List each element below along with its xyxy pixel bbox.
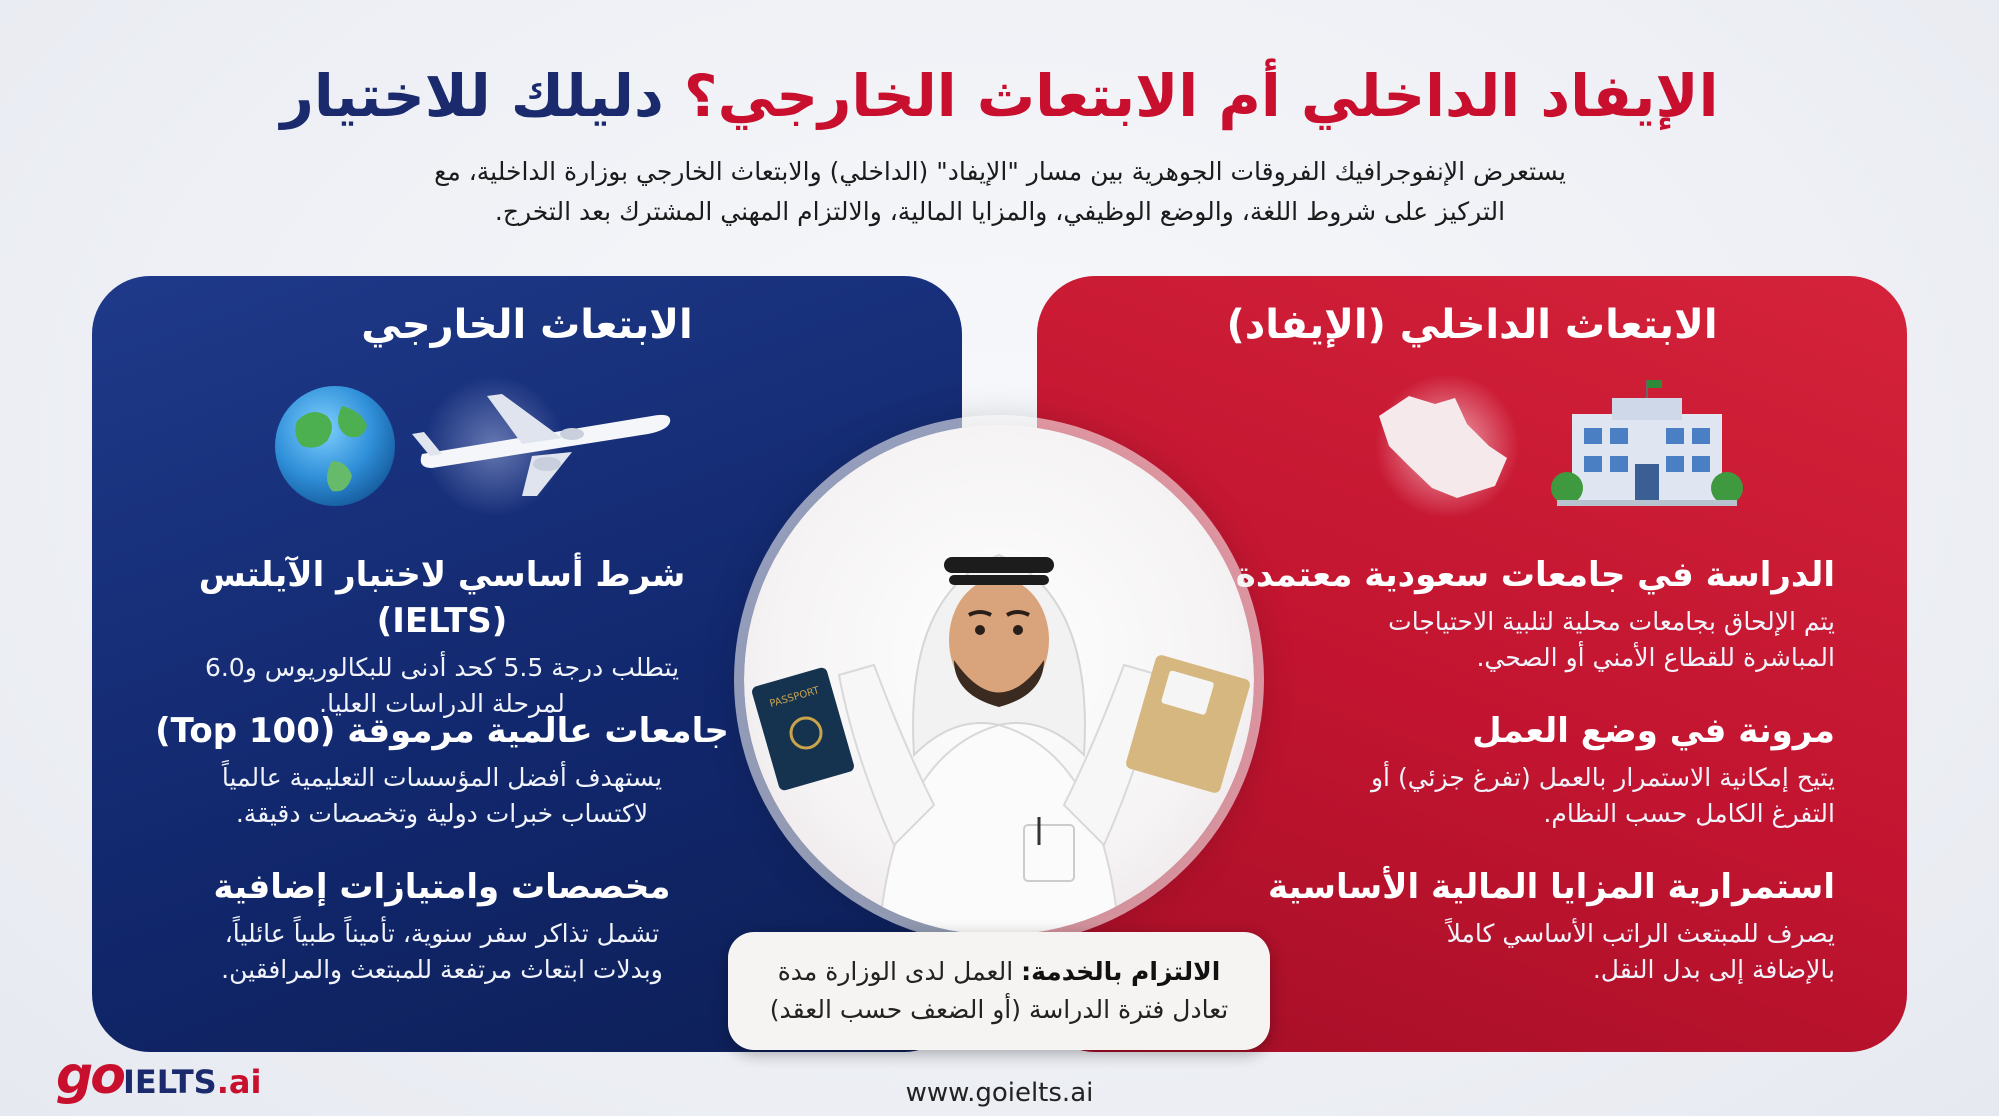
internal-item-heading: استمرارية المزايا المالية الأساسية — [1268, 867, 1835, 907]
logo-go: go — [56, 1046, 123, 1106]
subtitle-line-1: يستعرض الإنفوجرافيك الفروقات الجوهرية بين مسار "الإيفاد" (الداخلي) والابتعاث الخارجي بوزارة الداخلية، مع — [434, 157, 1566, 186]
external-item-universities — [152, 708, 732, 832]
note-text-line-2: تعادل فترة الدراسة (أو الضعف حسب العقد) — [769, 995, 1229, 1024]
internal-item-financial-benefits — [1235, 864, 1835, 988]
external-item-heading: شرط أساسي لاختبار الآيلتس (IELTS) — [198, 555, 686, 641]
external-panel-title: الابتعاث الخارجي — [361, 302, 693, 348]
external-item-allowances — [152, 864, 732, 988]
internal-item-text: يتم الإلحاق بجامعات محلية لتلبية الاحتياجات المباشرة للقطاع الأمني أو الصحي. — [1388, 607, 1835, 672]
internal-panel-title: الابتعاث الداخلي (الإيفاد) — [1226, 302, 1718, 348]
title-guide: دليلك للاختيار — [280, 62, 664, 130]
page-subtitle — [300, 152, 1700, 232]
internal-item-work-flexibility — [1235, 708, 1835, 832]
university-building-icon — [1551, 380, 1743, 506]
passport-label: PASSPORT — [768, 685, 821, 710]
external-item-ielts — [152, 552, 732, 722]
footer-url[interactable]: www.goielts.ai — [905, 1078, 1094, 1108]
external-item-text: يتطلب درجة 5.5 كحد أدنى للبكالوريوس و6.0 لمرحلة الدراسات العليا. — [204, 653, 680, 718]
subtitle-line-2: التركيز على شروط اللغة، والوضع الوظيفي، والمزايا المالية، والالتزام المهني المشترك بعد التخرج. — [494, 197, 1506, 226]
logo-ai: .ai — [216, 1063, 262, 1101]
title-question: الإيفاد الداخلي أم الابتعاث الخارجي؟ — [683, 62, 1719, 130]
man-illustration — [839, 555, 1159, 935]
note-text-line-1: العمل لدى الوزارة مدة — [777, 957, 1014, 986]
external-item-text: تشمل تذاكر سفر سنوية، تأميناً طبياً عائلياً، وبدلات ابتعاث مرتفعة للمبتعث والمرافقين. — [221, 919, 663, 984]
page-title — [0, 62, 1999, 130]
internal-item-local-universities — [1235, 552, 1835, 676]
globe-icon — [275, 386, 395, 506]
internal-item-heading: مرونة في وضع العمل — [1472, 711, 1835, 751]
internal-item-text: يتيح إمكانية الاستمرار بالعمل (تفرغ جزئي) أو التفرغ الكامل حسب النظام. — [1370, 763, 1835, 828]
internal-item-heading: الدراسة في جامعات سعودية معتمدة — [1235, 555, 1835, 595]
internal-item-text: يصرف للمبتعث الراتب الأساسي كاملاً بالإضافة إلى بدل النقل. — [1446, 919, 1835, 984]
center-illustration — [744, 425, 1254, 935]
logo-ielts: IELTS — [122, 1063, 217, 1101]
note-label: الالتزام بالخدمة: — [1021, 957, 1221, 986]
service-commitment-note — [728, 932, 1270, 1050]
external-item-heading: جامعات عالمية مرموقة (Top 100) — [155, 711, 729, 751]
external-item-text: يستهدف أفضل المؤسسات التعليمية عالمياً لاكتساب خبرات دولية وتخصصات دقيقة. — [221, 763, 663, 828]
passport-icon — [751, 666, 856, 791]
external-item-heading: مخصصات وامتيازات إضافية — [213, 867, 671, 907]
